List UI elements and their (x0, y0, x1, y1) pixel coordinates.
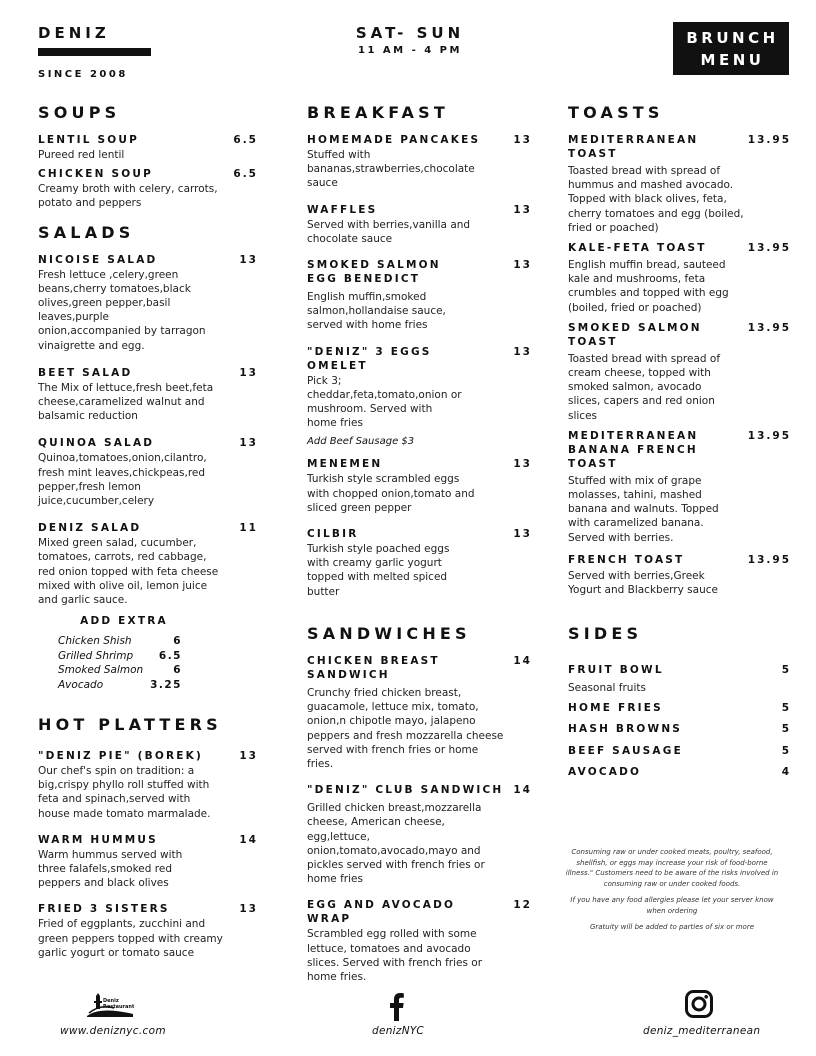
menu-item (38, 133, 258, 162)
section-title-soups: SOUPS (38, 103, 121, 122)
section-title-toasts: TOASTS (568, 103, 664, 122)
badge-line-2: MENU (700, 51, 765, 69)
menu-item (307, 527, 532, 599)
item-name: EGG AND AVOCADO WRAP (307, 899, 456, 926)
extra-price: 6 (173, 664, 182, 676)
sides-section (568, 624, 791, 791)
item-price: 13 (239, 253, 258, 266)
item-price: 5 (781, 745, 791, 758)
item-name: SMOKED SALMON EGG BENEDICT (307, 259, 441, 286)
food-safety-disclaimer (562, 847, 782, 939)
item-description: English muffin bread, sauteed kale and mushrooms, feta crumbles and topped with egg (boiled, fried or poached) (568, 259, 729, 314)
menu-item (568, 241, 791, 315)
menu-item (38, 366, 258, 424)
item-price: 6.5 (233, 168, 258, 181)
facebook-icon[interactable] (390, 993, 404, 1021)
item-name: KALE-FETA TOAST (568, 242, 707, 255)
item-price: 13 (239, 903, 258, 916)
item-description: Scrambled egg rolled with some lettuce, tomatoes and avocado slices. Served with french fries or home fries. (307, 928, 483, 984)
item-price: 12 (513, 899, 532, 912)
item-name: LENTIL SOUP (38, 134, 139, 146)
item-price: 13 (513, 259, 532, 272)
svg-text:Deniz: Deniz (103, 998, 119, 1004)
extra-item (58, 678, 182, 693)
item-price: 13 (513, 528, 532, 541)
item-name: MENEMEN (307, 458, 383, 471)
item-description: Fried of eggplants, zucchini and green peppers topped with creamy garlic yogurt or tomato sauce (38, 918, 223, 959)
disclaimer-allergy: If you have any food allergies please let your server know when ordering (570, 896, 774, 915)
item-price: 13 (239, 750, 258, 762)
item-name: SMOKED SALMON TOAST (568, 321, 702, 348)
item-name: CILBIR (307, 528, 359, 541)
item-price: 13.95 (747, 134, 791, 146)
instagram-handle[interactable]: deniz_mediterranean (643, 1025, 761, 1037)
item-description: Turkish style poached eggs with creamy garlic yogurt topped with melted spiced butter (307, 543, 450, 598)
item-description: The Mix of lettuce,fresh beet,feta cheese,caramelized walnut and balsamic reduction (38, 381, 214, 423)
item-name: WARM HUMMUS (38, 833, 158, 846)
website-link[interactable]: www.deniznyc.com (60, 1025, 166, 1037)
item-name: AVOCADO (568, 766, 642, 779)
item-description: Warm hummus served with three falafels,smoked red peppers and black olives (38, 848, 183, 890)
item-price: 13 (239, 437, 258, 450)
item-name: CHICKEN BREAST SANDWICH (307, 655, 440, 681)
item-price: 6.5 (233, 134, 258, 146)
hot-platters-section (38, 715, 258, 972)
extra-price: 6.5 (158, 649, 182, 662)
item-price: 13.95 (747, 321, 791, 334)
menu-item (38, 902, 258, 960)
item-description: Crunchy fried chicken breast, guacamole, lettuce mix, tomato, onion,n chipotle mayo, jalapeno peppers and fresh mozzarella cheese served with french fries or home fries. (307, 687, 504, 771)
item-name: DENIZ SALAD (38, 522, 142, 535)
item-price: 13 (513, 345, 532, 358)
menu-item (307, 783, 532, 886)
column-middle (307, 103, 532, 611)
add-extra-box (58, 615, 182, 692)
item-description: Quinoa,tomatoes,onion,cilantro, fresh mint leaves,chickpeas,red pepper,fresh lemon juice,cucumber,celery (38, 452, 207, 508)
item-description: Grilled chicken breast,mozzarella cheese, American cheese, egg,lettuce, onion,tomato,avocado,mayo and pickles served with french fries or home fries (307, 802, 485, 886)
item-price: 14 (513, 655, 532, 667)
item-description: Turkish style scrambled eggs with chopped onion,tomato and sliced green pepper (307, 473, 475, 514)
item-name: BEEF SAUSAGE (568, 745, 683, 758)
item-price: 11 (239, 522, 258, 535)
section-title-sandwiches: SANDWICHES (307, 624, 471, 643)
item-description: Toasted bread with spread of hummus and mashed avocado. Topped with black olives, feta, cherry tomatoes and egg (boiled, fried or poached) (568, 165, 744, 234)
omelet-addon-note: Add Beef Sausage $3 (307, 436, 415, 448)
menu-item (568, 429, 791, 545)
menu-item (568, 701, 791, 715)
column-right (568, 103, 791, 609)
section-title-sides: SIDES (568, 624, 643, 643)
item-price: 13 (513, 458, 532, 471)
section-title-salads: SALADS (38, 222, 135, 242)
item-description: Served with berries,vanilla and chocolate sauce (307, 218, 471, 245)
disclaimer-gratuity: Gratuity will be added to parties of six or more (589, 923, 755, 931)
item-name: HASH BROWNS (568, 723, 683, 736)
item-name: BEET SALAD (38, 366, 133, 379)
item-name: HOME FRIES (568, 702, 663, 715)
menu-item (568, 133, 791, 235)
item-name: WAFFLES (307, 203, 378, 216)
menu-item (38, 833, 258, 891)
section-title-breakfast: BREAKFAST (307, 103, 449, 122)
menu-item (307, 258, 532, 333)
menu-item (307, 654, 532, 771)
item-name: "DENIZ" 3 EGGS OMELET (307, 345, 432, 372)
item-name: HOMEMADE PANCAKES (307, 134, 481, 146)
extra-name: Avocado (58, 678, 104, 691)
restaurant-name: DENIZ (38, 24, 110, 42)
menu-item (38, 167, 258, 210)
item-price: 5 (781, 723, 791, 736)
menu-item (568, 744, 791, 758)
menu-item (568, 765, 791, 779)
extra-item (58, 649, 182, 664)
salads-list (38, 253, 258, 608)
badge-line-1: BRUNCH (686, 29, 779, 47)
item-price: 14 (239, 833, 258, 846)
item-price: 13 (513, 203, 532, 216)
item-description: Toasted bread with spread of cream cheese, topped with smoked salmon, avocado slices, capers and red onion slices (568, 352, 721, 422)
column-left (38, 103, 258, 619)
item-name: MEDITERRANEAN BANANA FRENCH TOAST (568, 429, 699, 470)
item-price: 13.95 (747, 553, 791, 566)
extra-price: 6 (173, 635, 182, 647)
item-name: MEDITERRANEAN TOAST (568, 134, 699, 160)
extra-price: 3.25 (150, 678, 182, 691)
item-description: Seasonal fruits (568, 682, 646, 694)
since-label: SINCE 2008 (38, 69, 128, 80)
item-price: 13 (513, 134, 532, 146)
item-price: 4 (781, 766, 791, 779)
extra-item (58, 634, 182, 649)
item-name: FRENCH TOAST (568, 553, 685, 566)
item-name: FRUIT BOWL (568, 664, 664, 676)
item-description: Our chef's spin on tradition: a big,crispy phyllo roll stuffed with feta and spinach,served with house made tomato marmalade. (38, 765, 211, 820)
item-description: Stuffed with mix of grape molasses, tahini, mashed banana and walnuts. Topped with caramelized banana. Served with berries. (568, 474, 719, 544)
menu-item (307, 898, 532, 984)
item-price: 5 (781, 664, 791, 676)
hours-label: 11 AM - 4 PM (358, 45, 462, 56)
menu-item (38, 521, 258, 607)
menu-item (307, 133, 532, 191)
item-name: "DENIZ" CLUB SANDWICH (307, 784, 504, 797)
days-label: SAT- SUN (355, 24, 465, 42)
item-description: Pureed red lentil (38, 149, 125, 161)
soups-list (38, 133, 258, 211)
menu-item (568, 722, 791, 736)
item-name: CHICKEN SOUP (38, 168, 153, 181)
menu-item (38, 749, 258, 821)
item-price: 13.95 (747, 242, 791, 255)
item-name: FRIED 3 SISTERS (38, 903, 170, 916)
item-name: "DENIZ PIE" (BOREK) (38, 750, 203, 762)
section-title-hot-platters: HOT PLATTERS (38, 715, 222, 734)
item-price: 13 (239, 366, 258, 379)
add-extra-title: ADD EXTRA (80, 615, 168, 627)
svg-text:Restaurant: Restaurant (103, 1004, 134, 1010)
item-price: 14 (513, 784, 532, 797)
item-description: Pick 3; cheddar,feta,tomato,onion or mushroom. Served with home fries (307, 374, 462, 430)
sandwiches-section (307, 624, 532, 996)
brunch-menu-badge (673, 22, 789, 75)
item-name: NICOISE SALAD (38, 253, 158, 266)
menu-item (568, 663, 791, 695)
item-description: English muffin,smoked salmon,hollandaise sauce, served with home fries (307, 291, 446, 332)
extra-name: Smoked Salmon (58, 664, 144, 676)
item-description: Fresh lettuce ,celery,green beans,cherry tomatoes,black olives,green pepper,basil leaves,purple onion,accompanied by tarragon vinaigrette and egg. (38, 268, 206, 352)
item-price: 5 (781, 702, 791, 715)
facebook-handle[interactable]: denizNYC (372, 1025, 425, 1037)
menu-item (307, 457, 532, 515)
item-description: Mixed green salad, cucumber, tomatoes, carrots, red cabbage, red onion topped with feta cheese mixed with olive oil, lemon juice and garlic sauce. (38, 537, 219, 607)
item-description: Creamy broth with celery, carrots, potato and peppers (38, 183, 218, 210)
menu-item (568, 321, 791, 423)
extra-item (58, 663, 182, 678)
menu-item (38, 436, 258, 508)
menu-item (38, 253, 258, 353)
item-name: QUINOA SALAD (38, 437, 155, 450)
item-description: Stuffed with bananas,strawberries,chocolate sauce (307, 149, 475, 190)
menu-item (307, 203, 532, 246)
menu-item (568, 553, 791, 597)
instagram-icon[interactable] (685, 990, 713, 1018)
extra-name: Grilled Shrimp (58, 649, 134, 662)
item-description: Served with berries,Greek Yogurt and Blackberry sauce (568, 569, 718, 597)
extra-name: Chicken Shish (58, 635, 132, 647)
menu-item (307, 345, 532, 431)
disclaimer-consumer: Consuming raw or under cooked meats, poultry, seafood, shellfish, or eggs may increase your risk of food-borne illness." Customers need to be aware of the risks involved in consuming raw or under cooked foods. (565, 848, 779, 888)
deniz-logo-icon (86, 992, 134, 1018)
item-price: 13.95 (747, 429, 791, 442)
